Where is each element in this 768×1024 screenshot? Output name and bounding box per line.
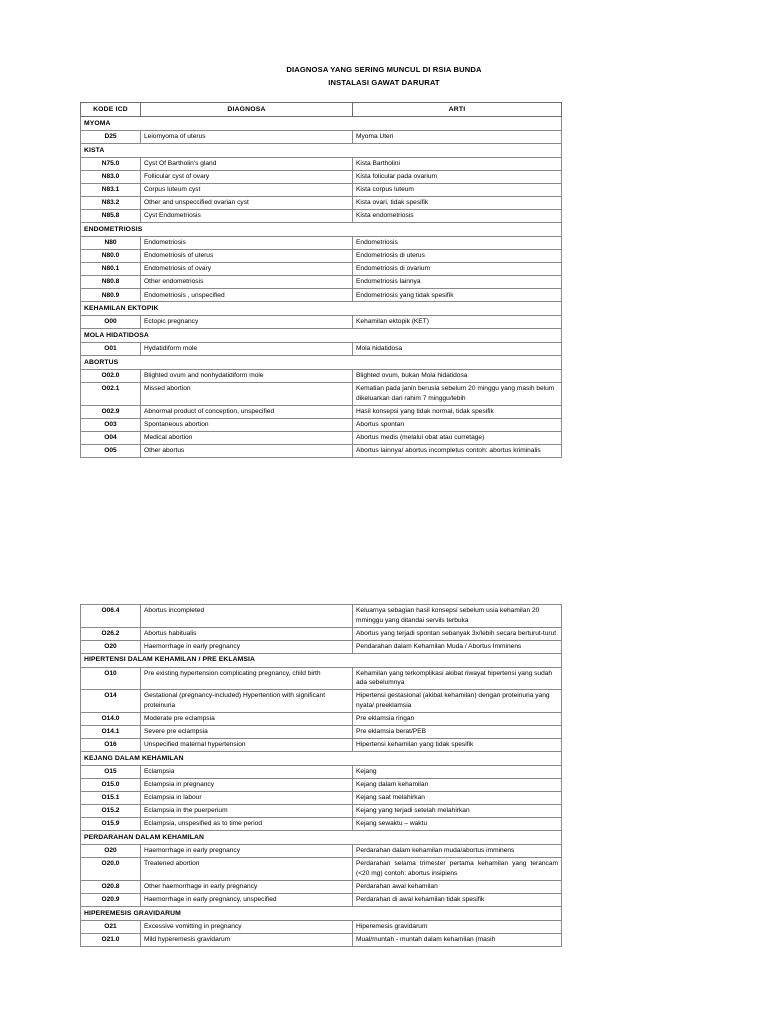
section-label: KEJANG DALAM KEHAMILAN [81, 752, 562, 766]
icd-table-section-1 [80, 102, 561, 458]
cell-arti: Pre eklamsia berat/PEB [353, 726, 562, 739]
cell-diagnosa: Haemorrhage in early pregnancy, unspecified [141, 893, 353, 906]
table-row [81, 920, 562, 933]
cell-diagnosa: Follicular cyst of ovary [141, 170, 353, 183]
cell-kode-icd: O01 [81, 343, 141, 356]
cell-kode-icd: N80.0 [81, 250, 141, 263]
cell-diagnosa: Other endometriosis [141, 276, 353, 289]
cell-diagnosa: Other abortus [141, 444, 353, 457]
cell-diagnosa: Cyst Endometriosis [141, 210, 353, 223]
cell-diagnosa: Ectopic pregnancy [141, 316, 353, 329]
cell-diagnosa: Cyst Of Bartholin's gland [141, 157, 353, 170]
cell-arti: Blighted ovum, bukan Mola hidatidosa [353, 369, 562, 382]
cell-kode-icd: O21 [81, 920, 141, 933]
page-title: DIAGNOSA YANG SERING MUNCUL DI RSIA BUNDA [286, 65, 482, 74]
cell-kode-icd: O20 [81, 640, 141, 653]
table-row [81, 779, 562, 792]
cell-arti: Abortus medis (melalui obat atau curretage) [353, 431, 562, 444]
cell-kode-icd: N83.1 [81, 183, 141, 196]
cell-kode-icd: O02.9 [81, 405, 141, 418]
cell-arti: Abortus spontan [353, 418, 562, 431]
cell-diagnosa: Unspecified maternal hypertension [141, 739, 353, 752]
cell-diagnosa: Abnormal product of conception, unspecified [141, 405, 353, 418]
cell-kode-icd: O06.4 [81, 605, 141, 628]
cell-diagnosa: Other haemorrhage in early pregnancy [141, 880, 353, 893]
section-label: KEHAMILAN EKTOPIK [81, 302, 562, 316]
icd-table-1-body [81, 117, 562, 458]
cell-diagnosa: Mild hyperemesis gravidarum [141, 933, 353, 946]
cell-arti: Kejang sewaktu – waktu [353, 818, 562, 831]
cell-arti: Perdarahan dalam kehamilan muda/abortus imminens [353, 845, 562, 858]
cell-kode-icd: O20 [81, 845, 141, 858]
cell-kode-icd: N83.0 [81, 170, 141, 183]
table-row [81, 690, 562, 713]
cell-kode-icd: O02.1 [81, 382, 141, 405]
cell-diagnosa: Treatened abortion [141, 858, 353, 881]
cell-diagnosa: Hydatidiform mole [141, 343, 353, 356]
cell-kode-icd: O20.8 [81, 880, 141, 893]
cell-arti: Hiperemesis gravidarum [353, 920, 562, 933]
cell-arti: Pendarahan dalam Kehamilan Muda / Abortus Imminens [353, 640, 562, 653]
table-row [81, 343, 562, 356]
table-row [81, 418, 562, 431]
section-label: HIPEREMESIS GRAVIDARUM [81, 907, 562, 921]
table-row [81, 197, 562, 210]
cell-diagnosa: Gestational (pregnancy-included) Hypertention with significant proteinuria [141, 690, 353, 713]
cell-kode-icd: O15.1 [81, 792, 141, 805]
cell-diagnosa: Endometriosis of ovary [141, 263, 353, 276]
table-row [81, 627, 562, 640]
table-row [81, 170, 562, 183]
cell-kode-icd: O14 [81, 690, 141, 713]
cell-arti: Kehamilan yang terkomplikasi akibat riwayat hipertensi yang sudah ada sebelumnya [353, 667, 562, 690]
table-row [81, 893, 562, 906]
cell-arti: Pre eklamsia ringan [353, 712, 562, 725]
cell-arti: Kista endometriosis [353, 210, 562, 223]
cell-diagnosa: Missed abortion [141, 382, 353, 405]
table-section-row [81, 356, 562, 370]
cell-arti: Endometriosis yang tidak spesifik [353, 289, 562, 302]
cell-diagnosa: Pre existing hypertension complicating pregnancy, child birth [141, 667, 353, 690]
table-row [81, 431, 562, 444]
table-row [81, 276, 562, 289]
table-row [81, 640, 562, 653]
section-label: MOLA HIDATIDOSA [81, 329, 562, 343]
cell-arti: Mola hidatidosa [353, 343, 562, 356]
table-row [81, 289, 562, 302]
cell-kode-icd: N80 [81, 237, 141, 250]
table-row [81, 667, 562, 690]
table-row [81, 712, 562, 725]
table-row [81, 157, 562, 170]
table-section-row [81, 223, 562, 237]
table-row [81, 263, 562, 276]
section-label: PERDARAHAN DALAM KEHAMILAN [81, 831, 562, 845]
cell-kode-icd: O15.9 [81, 818, 141, 831]
cell-diagnosa: Abortus incompleted [141, 605, 353, 628]
icd-table-2-body [81, 605, 562, 947]
table-row [81, 250, 562, 263]
table-row [81, 933, 562, 946]
cell-arti: Hasil konsepsi yang tidak normal, tidak spesifik [353, 405, 562, 418]
cell-arti: Endometriosis di uterus [353, 250, 562, 263]
cell-diagnosa: Endometriosis , unspecified [141, 289, 353, 302]
table-section-row [81, 752, 562, 766]
cell-kode-icd: O03 [81, 418, 141, 431]
cell-arti: Kejang yang terjadi setelah melahirkan [353, 805, 562, 818]
cell-arti: Abortus yang terjadi spontan sebanyak 3x/lebih secara berturut-turut [353, 627, 562, 640]
icd-table-section-2 [80, 604, 561, 947]
cell-arti: Hipertensi kehamilan yang tidak spesifik [353, 739, 562, 752]
table-section-row [81, 329, 562, 343]
cell-diagnosa: Haemorrhage in early pregnancy [141, 640, 353, 653]
cell-arti: Kejang saat melahirkan [353, 792, 562, 805]
cell-kode-icd: O21.0 [81, 933, 141, 946]
cell-kode-icd: N85.8 [81, 210, 141, 223]
cell-diagnosa: Eclampsia in pregnancy [141, 779, 353, 792]
table-row [81, 369, 562, 382]
cell-kode-icd: O16 [81, 739, 141, 752]
cell-diagnosa: Haemorrhage in early pregnancy [141, 845, 353, 858]
table-row [81, 818, 562, 831]
document-title-block [0, 63, 768, 89]
cell-arti: Perdarahan di awal kehamilan tidak spesifik [353, 893, 562, 906]
cell-arti: Endometriosis lainnya [353, 276, 562, 289]
cell-kode-icd: O20.9 [81, 893, 141, 906]
cell-arti: Abortus lainnya/ abortus incompletus contoh: abortus kriminalis [353, 444, 562, 457]
cell-kode-icd: D25 [81, 130, 141, 143]
table-row [81, 726, 562, 739]
cell-arti: Kista folicular pada ovarium [353, 170, 562, 183]
icd-table-2 [80, 604, 562, 947]
table-section-row [81, 831, 562, 845]
cell-arti: Kematian pada janin berusia sebelum 20 minggu yang masih belum dikeluarkan dari rahim 7 minggu/lebih [353, 382, 562, 405]
column-header-diagnosa: DIAGNOSA [141, 103, 353, 117]
cell-kode-icd: O05 [81, 444, 141, 457]
cell-kode-icd: N83.2 [81, 197, 141, 210]
table-section-row [81, 653, 562, 667]
cell-arti: Myoma Uteri [353, 130, 562, 143]
cell-diagnosa: Eclampsia in labour [141, 792, 353, 805]
cell-arti: Perdarahan awal kehamilan [353, 880, 562, 893]
table-row [81, 210, 562, 223]
cell-kode-icd: N80.9 [81, 289, 141, 302]
cell-diagnosa: Eclampsia, unspesified as to time period [141, 818, 353, 831]
cell-kode-icd: O02.0 [81, 369, 141, 382]
cell-arti: Perdarahan selama trimester pertama kehamilan yang terancam (<20 mg) contoh: abortus insipiens [353, 858, 562, 881]
cell-kode-icd: O15.2 [81, 805, 141, 818]
section-label: ENDOMETRIOSIS [81, 223, 562, 237]
table-row [81, 739, 562, 752]
section-label: ABORTUS [81, 356, 562, 370]
cell-kode-icd: O15.0 [81, 779, 141, 792]
cell-kode-icd: O10 [81, 667, 141, 690]
table-row [81, 130, 562, 143]
table-section-row [81, 117, 562, 131]
cell-arti: Kehamilan ektopik (KET) [353, 316, 562, 329]
table-row [81, 237, 562, 250]
cell-kode-icd: O15 [81, 765, 141, 778]
cell-diagnosa: Eclampsia [141, 765, 353, 778]
cell-diagnosa: Severe pre eclampsia [141, 726, 353, 739]
cell-arti: Kejang [353, 765, 562, 778]
table-row [81, 605, 562, 628]
cell-arti: Endometriosis [353, 237, 562, 250]
cell-diagnosa: Blighted ovum and nonhydatidiform mole [141, 369, 353, 382]
cell-diagnosa: Leiomyoma of uterus [141, 130, 353, 143]
table-row [81, 805, 562, 818]
table-row [81, 382, 562, 405]
table-section-row [81, 302, 562, 316]
table-row [81, 183, 562, 196]
cell-arti: Kista Bartholini [353, 157, 562, 170]
section-label: HIPERTENSI DALAM KEHAMILAN / PRE EKLAMSIA [81, 653, 562, 667]
cell-diagnosa: Abortus habitualis [141, 627, 353, 640]
table-row [81, 880, 562, 893]
table-row [81, 405, 562, 418]
table-row [81, 765, 562, 778]
cell-diagnosa: Excessive vomitting in pregnancy [141, 920, 353, 933]
cell-kode-icd: O14.1 [81, 726, 141, 739]
page-subtitle: INSTALASI GAWAT DARURAT [328, 78, 440, 87]
cell-arti: Keluarnya sebagian hasil konsepsi sebelum usia kehamilan 20 mminggu yang ditandai servils terbuka [353, 605, 562, 628]
table-row [81, 845, 562, 858]
table-row [81, 316, 562, 329]
cell-kode-icd: N75.0 [81, 157, 141, 170]
cell-diagnosa: Other and unspeccified ovarian cyst [141, 197, 353, 210]
table-header-row [81, 103, 562, 117]
table-row [81, 792, 562, 805]
cell-diagnosa: Eclampsia in the puerperium [141, 805, 353, 818]
cell-diagnosa: Spontaneous abortion [141, 418, 353, 431]
cell-kode-icd: N80.8 [81, 276, 141, 289]
cell-kode-icd: O26.2 [81, 627, 141, 640]
cell-kode-icd: N80.1 [81, 263, 141, 276]
cell-arti: Kista ovari, tidak spesifik [353, 197, 562, 210]
cell-kode-icd: O20.0 [81, 858, 141, 881]
cell-arti: Hipertensi gestasional (akibat kehamilan) dengan proteinuria yang nyata/ preeklamsia [353, 690, 562, 713]
table-section-row [81, 144, 562, 158]
cell-arti: Mual/muntah - muntah dalam kehamilan (masih [353, 933, 562, 946]
cell-arti: Endometriosis di ovarium [353, 263, 562, 276]
cell-kode-icd: O00 [81, 316, 141, 329]
icd-table-1 [80, 102, 562, 458]
cell-diagnosa: Moderate pre eclampsia [141, 712, 353, 725]
cell-diagnosa: Endometriosis [141, 237, 353, 250]
cell-arti: Kista corpus luteum [353, 183, 562, 196]
section-label: KISTA [81, 144, 562, 158]
cell-diagnosa: Medical abortion [141, 431, 353, 444]
table-row [81, 858, 562, 881]
column-header-arti: ARTI [353, 103, 562, 117]
section-label: MYOMA [81, 117, 562, 131]
cell-arti: Kejang dalam kehamilan [353, 779, 562, 792]
column-header-kode-icd: KODE ICD [81, 103, 141, 117]
cell-diagnosa: Corpus luteum cyst [141, 183, 353, 196]
cell-kode-icd: O04 [81, 431, 141, 444]
cell-diagnosa: Endometriosis of uterus [141, 250, 353, 263]
table-section-row [81, 907, 562, 921]
table-row [81, 444, 562, 457]
cell-kode-icd: O14.0 [81, 712, 141, 725]
